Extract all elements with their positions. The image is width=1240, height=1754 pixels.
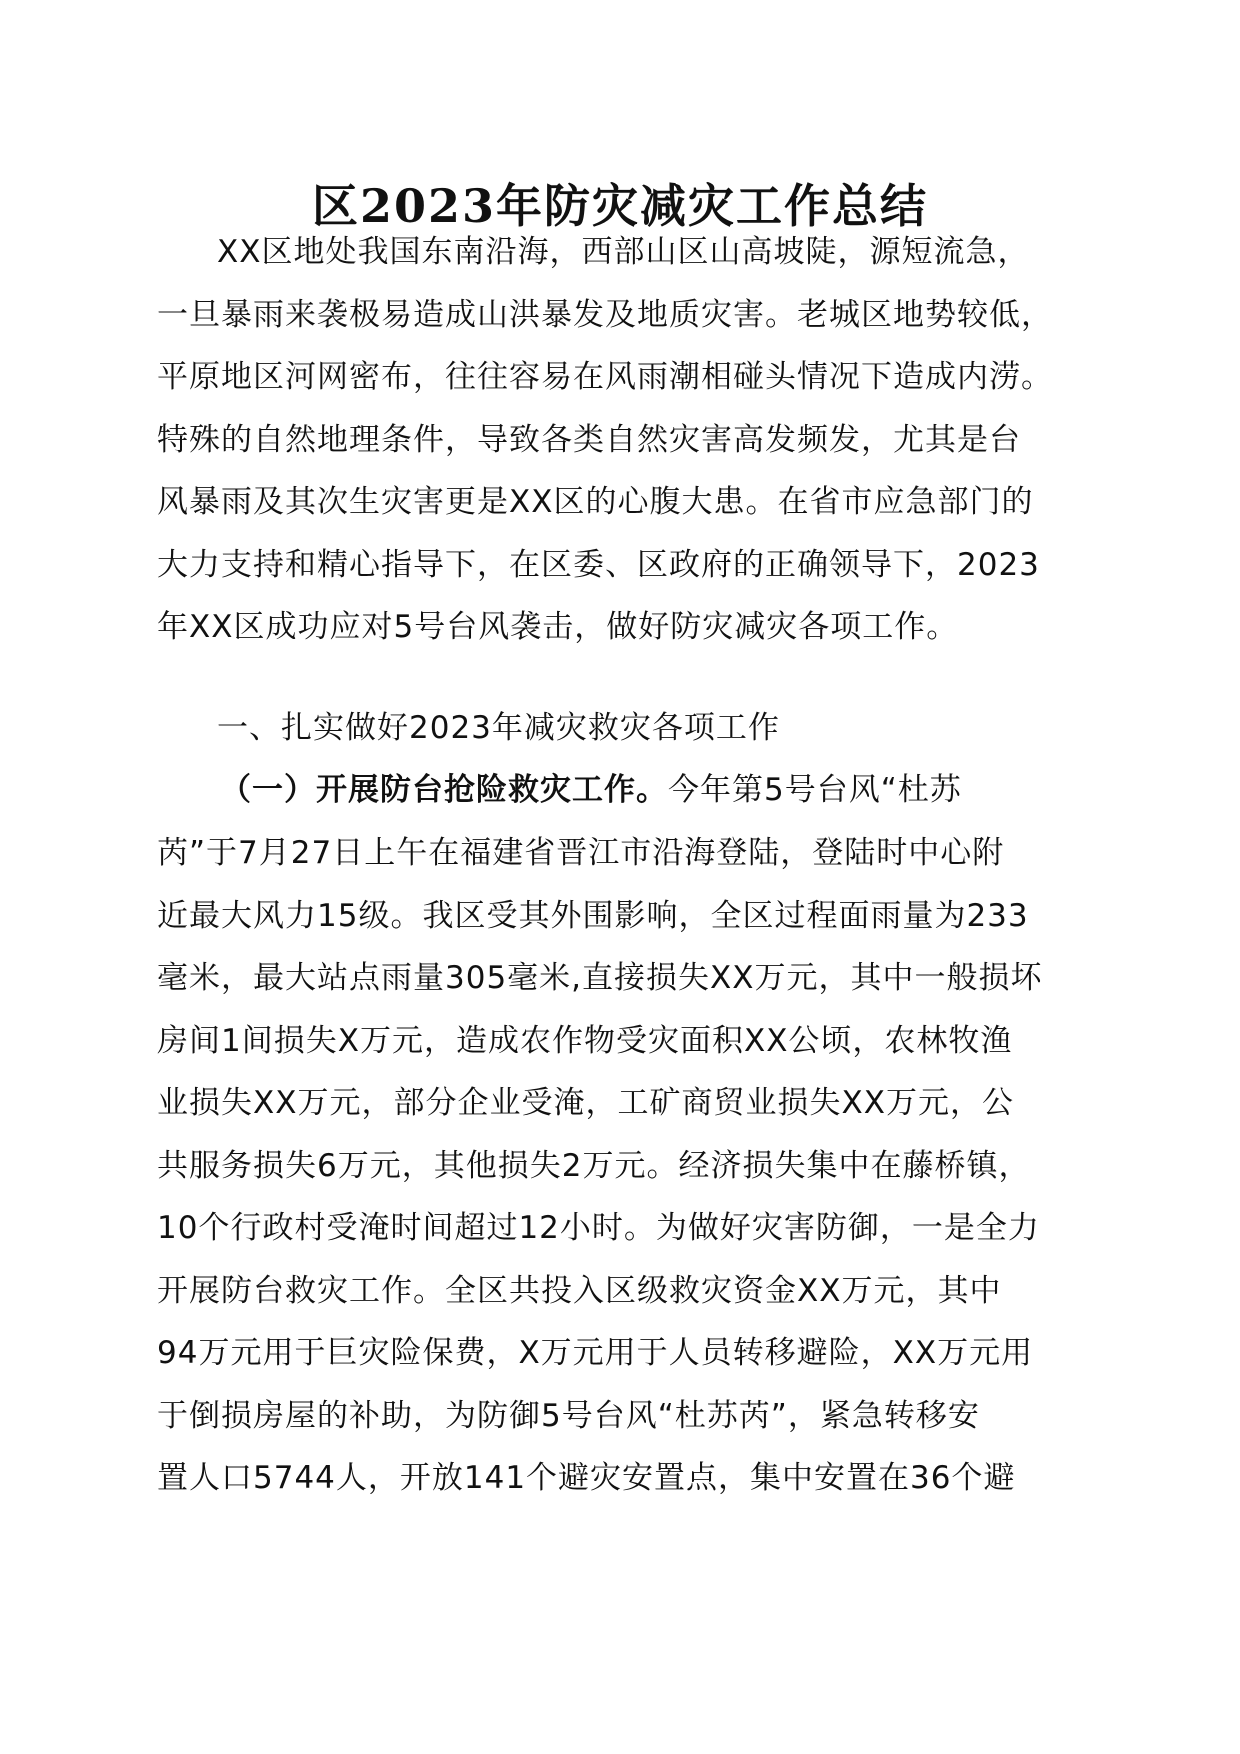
body-line: 芮”于7月27日上午在福建省晋江市沿海登陆，登陆时中心附: [157, 835, 1005, 871]
body-line: 10个行政村受淹时间超过12小时。为做好灾害防御，一是全力: [157, 1210, 1040, 1246]
intro-line: 风暴雨及其次生灾害更是XX区的心腹大患。在省市应急部门的: [157, 484, 1034, 520]
body-line: 共服务损失6万元，其他损失2万元。经济损失集中在藤桥镇，: [157, 1148, 1031, 1184]
body-line: 毫米，最大站点雨量305毫米,直接损失XX万元，其中一般损坏: [157, 960, 1043, 996]
body-line: 开展防台救灾工作。全区共投入区级救灾资金XX万元，其中: [157, 1273, 1002, 1309]
body-line: 业损失XX万元，部分企业受淹，工矿商贸业损失XX万元，公: [157, 1085, 1014, 1121]
intro-line: 特殊的自然地理条件，导致各类自然灾害高发频发，尤其是台: [157, 422, 1021, 458]
intro-line: 大力支持和精心指导下，在区委、区政府的正确领导下，2023: [157, 547, 1040, 583]
subsection-first-line-text: 今年第5号台风“杜苏: [668, 772, 962, 808]
body-line: 房间1间损失X万元，造成农作物受灾面积XX公顷，农林牧渔: [157, 1023, 1013, 1059]
body-line: 于倒损房屋的补助，为防御5号台风“杜苏芮”，紧急转移安: [157, 1398, 980, 1434]
section-heading: 一、扎实做好2023年减灾救灾各项工作: [217, 710, 780, 746]
intro-line: 一旦暴雨来袭极易造成山洪暴发及地质灾害。老城区地势较低，: [157, 297, 1053, 333]
body-line: 置人口5744人，开放141个避灾安置点，集中安置在36个避: [157, 1460, 1016, 1496]
subsection-first-line: [220, 770, 962, 810]
intro-line: 平原地区河网密布，往往容易在风雨潮相碰头情况下造成内涝。: [157, 359, 1053, 395]
page-title: 区2023年防灾减灾工作总结: [311, 179, 929, 233]
subsection-heading: （一）开展防台抢险救灾工作。: [220, 772, 668, 808]
body-line: 近最大风力15级。我区受其外围影响，全区过程面雨量为233: [157, 898, 1029, 934]
intro-line: XX区地处我国东南沿海，西部山区山高坡陡，源短流急，: [217, 234, 1030, 270]
intro-line: 年XX区成功应对5号台风袭击，做好防灾减灾各项工作。: [157, 609, 959, 645]
body-line: 94万元用于巨灾险保费，X万元用于人员转移避险，XX万元用: [157, 1335, 1034, 1371]
